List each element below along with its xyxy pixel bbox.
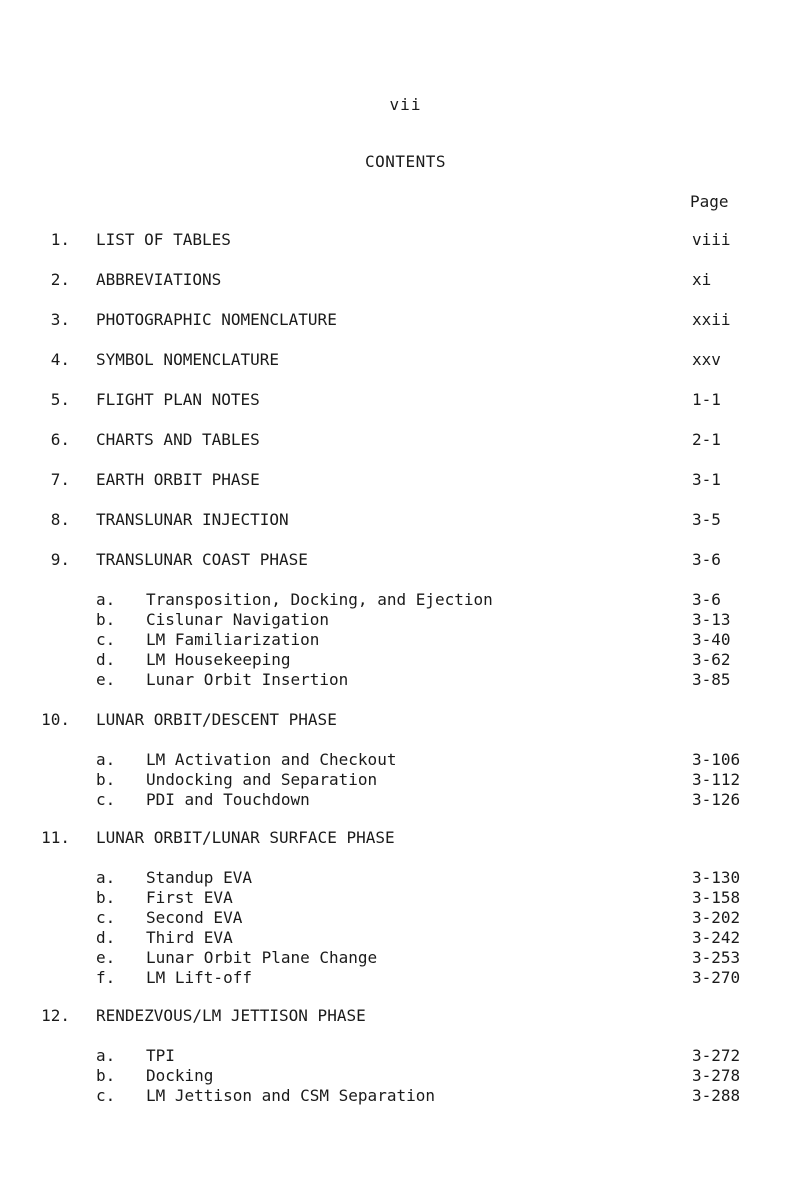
toc-subentry [0, 948, 811, 968]
toc-entry-number: 3. [50, 310, 70, 329]
toc-subentry [0, 968, 811, 988]
toc-entry-page: xi [692, 270, 712, 289]
toc-entry-number: 12. [41, 1006, 70, 1025]
toc-subentry-title: LM Lift-off . . . [146, 968, 664, 988]
toc-subentry-page: 3-40 [692, 630, 731, 649]
toc-subentry-title: Lunar Orbit Plane Change . . . [146, 948, 664, 968]
toc-subentry-title: Undocking and Separation . . . [146, 770, 664, 790]
toc-entry [0, 1006, 811, 1026]
toc-subentry-page: 3-85 [692, 670, 731, 689]
toc-subentry-letter: a. [96, 750, 116, 769]
toc-subentry-letter: a. [96, 590, 116, 609]
toc-subentry-page: 3-202 [692, 908, 741, 927]
toc-subentry-letter: c. [96, 908, 116, 927]
toc-subentry-title: LM Jettison and CSM Separation . . . [146, 1086, 664, 1106]
toc-subentry [0, 1086, 811, 1106]
toc-subentry-title: Standup EVA . . . [146, 868, 664, 888]
toc-subentry-page: 3-272 [692, 1046, 741, 1065]
toc-subentry-title: PDI and Touchdown . . . [146, 790, 664, 810]
toc-entry-title: RENDEZVOUS/LM JETTISON PHASE [96, 1006, 662, 1026]
toc-subentry-letter: e. [96, 670, 116, 689]
toc-subentry [0, 750, 811, 770]
toc-subentry-letter: d. [96, 928, 116, 947]
toc-subentry-page: 3-112 [692, 770, 741, 789]
toc-subentry [0, 790, 811, 810]
toc-subentry [0, 868, 811, 888]
toc-subentry [0, 590, 811, 610]
toc-entry-number: 1. [50, 230, 70, 249]
toc-entry-number: 8. [50, 510, 70, 529]
toc-entry-number: 9. [50, 550, 70, 569]
toc-entry [0, 828, 811, 848]
toc-entry-page: 1-1 [692, 390, 721, 409]
page-number: vii [389, 95, 422, 114]
toc-subentry-letter: b. [96, 1066, 116, 1085]
toc-entry-page: 3-6 [692, 550, 721, 569]
toc-subentry-title: Lunar Orbit Insertion . . . [146, 670, 664, 690]
page-column-label: Page [690, 192, 729, 211]
toc-subentry-letter: c. [96, 630, 116, 649]
toc-entry [0, 270, 811, 290]
toc-subentry [0, 670, 811, 690]
toc-subentry [0, 770, 811, 790]
toc-subentry-page: 3-288 [692, 1086, 741, 1105]
toc-entry-page: 3-1 [692, 470, 721, 489]
toc-entry-title: CHARTS AND TABLES . . . [96, 430, 662, 450]
toc-entry-title: FLIGHT PLAN NOTES . . . [96, 390, 662, 410]
toc-subentry-title: Third EVA . . . [146, 928, 664, 948]
toc-entry-number: 7. [50, 470, 70, 489]
toc-entry-title: LUNAR ORBIT/LUNAR SURFACE PHASE [96, 828, 662, 848]
toc-subentry-title: Docking . . . [146, 1066, 664, 1086]
toc-subentry-page: 3-62 [692, 650, 731, 669]
toc-entry-number: 2. [50, 270, 70, 289]
toc-subentry [0, 888, 811, 908]
toc-entry [0, 510, 811, 530]
toc-subentry-letter: f. [96, 968, 116, 987]
toc-subentry [0, 630, 811, 650]
toc-entry [0, 710, 811, 730]
toc-subentry-page: 3-158 [692, 888, 741, 907]
toc-subentry-page: 3-6 [692, 590, 721, 609]
toc-entry-title: EARTH ORBIT PHASE . . . [96, 470, 662, 490]
toc-subentry-page: 3-130 [692, 868, 741, 887]
toc-entry-number: 6. [50, 430, 70, 449]
toc-entry-number: 10. [41, 710, 70, 729]
toc-subentry-letter: a. [96, 1046, 116, 1065]
toc-subentry-letter: a. [96, 868, 116, 887]
toc-entry-number: 11. [41, 828, 70, 847]
toc-subentry [0, 650, 811, 670]
toc-entry-title: PHOTOGRAPHIC NOMENCLATURE . . . [96, 310, 662, 330]
toc-entry-title: ABBREVIATIONS . . . [96, 270, 662, 290]
toc-subentry-title: LM Familiarization . . . [146, 630, 664, 650]
toc-entry [0, 310, 811, 330]
toc-entry-title: SYMBOL NOMENCLATURE . . . [96, 350, 662, 370]
toc-subentry-page: 3-242 [692, 928, 741, 947]
toc-subentry-title: First EVA . . . [146, 888, 664, 908]
toc-entry [0, 390, 811, 410]
toc-subentry-page: 3-270 [692, 968, 741, 987]
toc-subentry-title: LM Activation and Checkout . . . [146, 750, 664, 770]
toc-subentry [0, 1066, 811, 1086]
toc-entry-page: viii [692, 230, 731, 249]
toc-subentry [0, 928, 811, 948]
toc-entry-page: 3-5 [692, 510, 721, 529]
toc-entry [0, 470, 811, 490]
toc-subentry-letter: e. [96, 948, 116, 967]
toc-subentry-letter: b. [96, 610, 116, 629]
toc-subentry [0, 610, 811, 630]
toc-subentry [0, 908, 811, 928]
toc-subentry-page: 3-126 [692, 790, 741, 809]
toc-subentry-title: Second EVA . . . [146, 908, 664, 928]
toc-entry-number: 4. [50, 350, 70, 369]
toc-entry [0, 230, 811, 250]
toc-entry-title: LIST OF TABLES . . . [96, 230, 662, 250]
toc-entry-title: LUNAR ORBIT/DESCENT PHASE [96, 710, 662, 730]
toc-subentry-title: Transposition, Docking, and Ejection . . . [146, 590, 664, 610]
toc-subentry-letter: c. [96, 790, 116, 809]
toc-subentry-page: 3-253 [692, 948, 741, 967]
toc-entry [0, 430, 811, 450]
toc-subentry-letter: b. [96, 770, 116, 789]
toc-subentry-title: TPI . . . [146, 1046, 664, 1066]
contents-title: CONTENTS [364, 152, 447, 171]
toc-subentry [0, 1046, 811, 1066]
toc-subentry-letter: d. [96, 650, 116, 669]
toc-entry-title: TRANSLUNAR COAST PHASE . . . [96, 550, 662, 570]
toc-subentry-title: Cislunar Navigation . . . [146, 610, 664, 630]
toc-subentry-title: LM Housekeeping . . . [146, 650, 664, 670]
toc-entry-page: xxii [692, 310, 731, 329]
toc-entry-number: 5. [50, 390, 70, 409]
toc-subentry-page: 3-278 [692, 1066, 741, 1085]
toc-entry [0, 350, 811, 370]
toc-entry-page: xxv [692, 350, 721, 369]
toc-entry [0, 550, 811, 570]
toc-subentry-letter: b. [96, 888, 116, 907]
toc-subentry-page: 3-13 [692, 610, 731, 629]
toc-entry-title: TRANSLUNAR INJECTION . . . [96, 510, 662, 530]
toc-entry-page: 2-1 [692, 430, 721, 449]
toc-subentry-letter: c. [96, 1086, 116, 1105]
toc-subentry-page: 3-106 [692, 750, 741, 769]
